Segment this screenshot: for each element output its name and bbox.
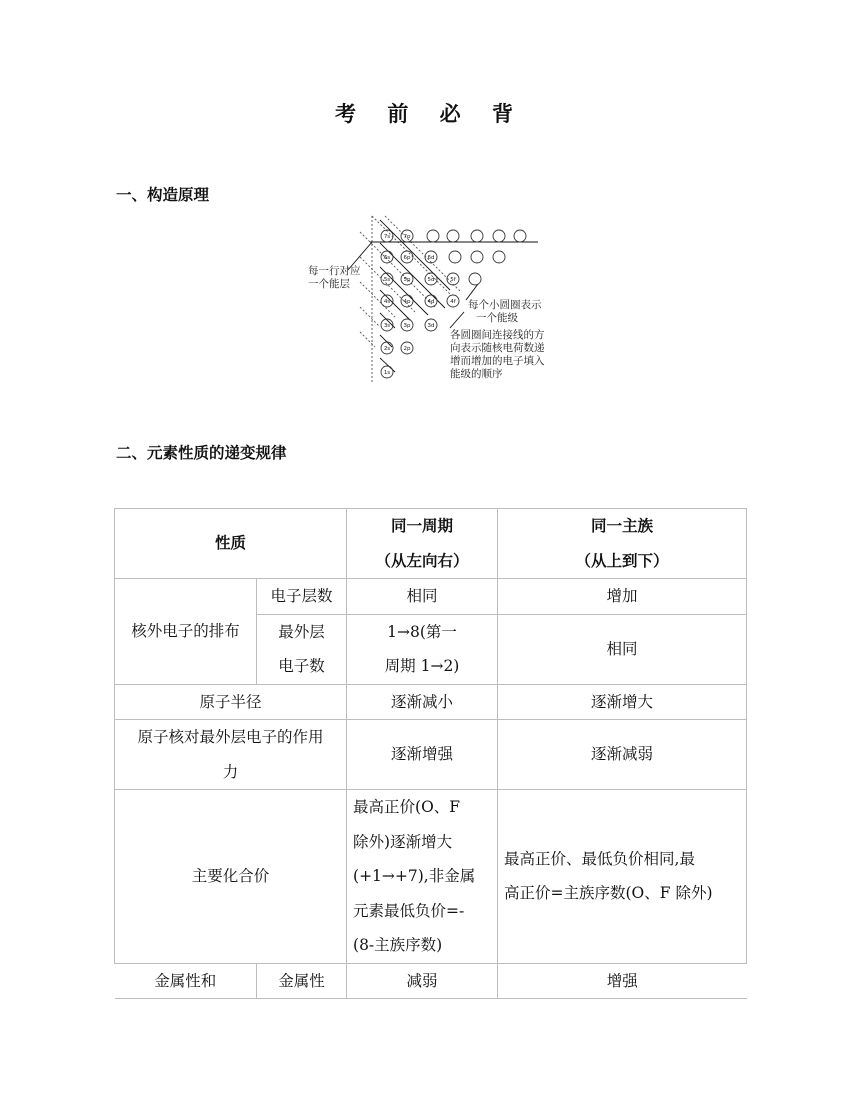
table-row bbox=[115, 963, 747, 999]
orbital-label: 1s bbox=[383, 370, 391, 376]
orbital-label: 3p bbox=[403, 323, 411, 329]
orbital-label: 3s bbox=[383, 323, 391, 329]
label-circle-line: 一个能级 bbox=[476, 312, 518, 324]
table-row bbox=[115, 684, 747, 720]
label-arrow-line: 增而增加的电子填入 bbox=[450, 355, 545, 367]
cell-shell-count-group: 增加 bbox=[498, 579, 747, 615]
diagram-label-row bbox=[308, 264, 364, 290]
cell-metallicity-main: 金属性和 bbox=[115, 963, 257, 999]
cell-valence-group bbox=[498, 790, 747, 964]
orbital-label: 6d bbox=[427, 255, 435, 261]
cell-nuclear-attraction-period: 逐渐增强 bbox=[347, 720, 498, 790]
label-row-line: 一个能层 bbox=[308, 278, 350, 290]
orbital-label: 4s bbox=[383, 299, 391, 305]
header-group-line2: （从上到下） bbox=[575, 550, 669, 570]
table-header-row bbox=[115, 509, 747, 579]
cell-line: 除外)逐渐增大 bbox=[353, 832, 453, 851]
cell-line: 周期 1→2) bbox=[384, 657, 460, 675]
orbital-label: 4p bbox=[403, 299, 411, 305]
header-same-group bbox=[498, 509, 747, 579]
cell-valence-electrons bbox=[257, 614, 347, 684]
cell-metallicity-period: 减弱 bbox=[347, 963, 498, 999]
cell-nuclear-attraction-group: 逐渐减弱 bbox=[498, 720, 747, 790]
header-period-line1: 同一周期 bbox=[391, 516, 454, 535]
cell-line: (8-主族序数) bbox=[353, 936, 443, 954]
label-arrow-line: 各圆圈间连接线的方 bbox=[450, 329, 545, 341]
orbital-label: 2s bbox=[383, 346, 391, 352]
cell-shell-count: 电子层数 bbox=[257, 579, 347, 615]
cell-electron-arrangement: 核外电子的排布 bbox=[115, 579, 257, 685]
header-period-line2: （从左向右） bbox=[375, 550, 469, 570]
cell-valence-period bbox=[347, 790, 498, 964]
label-arrow-line: 能级的顺序 bbox=[450, 368, 503, 380]
orbital-label: 3d bbox=[427, 323, 435, 329]
orbital-label: 6s bbox=[383, 255, 391, 261]
orbital-label: 6p bbox=[403, 255, 411, 261]
cell-line: (+1→+7),非金属 bbox=[353, 867, 476, 885]
cell-line: 最外层 bbox=[278, 622, 325, 641]
cell-line: 高正价=主族序数(O、F 除外) bbox=[504, 884, 713, 903]
cell-line: 1→8(第一 bbox=[387, 622, 457, 641]
cell-atomic-radius-group: 逐渐增大 bbox=[498, 684, 747, 720]
cell-metallicity-group: 增强 bbox=[498, 963, 747, 999]
cell-atomic-radius-period: 逐渐减小 bbox=[347, 684, 498, 720]
cell-nuclear-attraction bbox=[115, 720, 347, 790]
cell-valence: 主要化合价 bbox=[115, 790, 347, 964]
label-row-line: 每一行对应 bbox=[308, 265, 361, 277]
table-row bbox=[115, 720, 747, 790]
header-property: 性质 bbox=[115, 509, 347, 579]
orbital-label: 5s bbox=[383, 277, 391, 283]
cell-metallicity: 金属性 bbox=[257, 963, 347, 999]
cell-shell-count-period: 相同 bbox=[347, 579, 498, 615]
orbital-label: 7p bbox=[403, 234, 411, 240]
header-same-period bbox=[347, 509, 498, 579]
table-row bbox=[115, 790, 747, 964]
cell-valence-electrons-group: 相同 bbox=[498, 614, 747, 684]
periodic-trends-table bbox=[114, 508, 747, 999]
cell-atomic-radius: 原子半径 bbox=[115, 684, 347, 720]
cell-line: 最高正价(O、F bbox=[353, 798, 461, 816]
orbital-label: 7s bbox=[383, 234, 391, 240]
cell-line: 电子数 bbox=[278, 657, 325, 675]
cell-line: 元素最低负价=- bbox=[353, 901, 465, 920]
cell-line: 原子核对最外层电子的作用 bbox=[137, 728, 324, 746]
orbital-label: 5d bbox=[427, 277, 435, 283]
page-title: 考 前 必 背 bbox=[335, 101, 525, 126]
diagram-label-arrow bbox=[450, 328, 548, 380]
orbital-label: 5f bbox=[450, 277, 456, 283]
cell-line: 力 bbox=[222, 762, 239, 781]
orbital-label: 2p bbox=[403, 346, 411, 352]
section-heading-periodic-trends: 二、元素性质的递变规律 bbox=[116, 444, 287, 462]
header-group-line1: 同一主族 bbox=[591, 516, 654, 535]
orbital-label: 5p bbox=[403, 277, 411, 283]
cell-valence-electrons-period bbox=[347, 614, 498, 684]
table-row bbox=[115, 579, 747, 615]
label-arrow-line: 向表示随核电荷数递 bbox=[450, 342, 545, 354]
diagram-label-circle bbox=[468, 298, 545, 324]
aufbau-diagram bbox=[300, 212, 560, 388]
cell-line: 最高正价、最低负价相同,最 bbox=[504, 849, 695, 868]
orbital-label: 4f bbox=[450, 299, 456, 305]
label-circle-line: 每个小圆圈表示 bbox=[468, 299, 542, 311]
orbital-label: 4d bbox=[427, 299, 435, 305]
section-heading-aufbau: 一、构造原理 bbox=[116, 186, 210, 204]
